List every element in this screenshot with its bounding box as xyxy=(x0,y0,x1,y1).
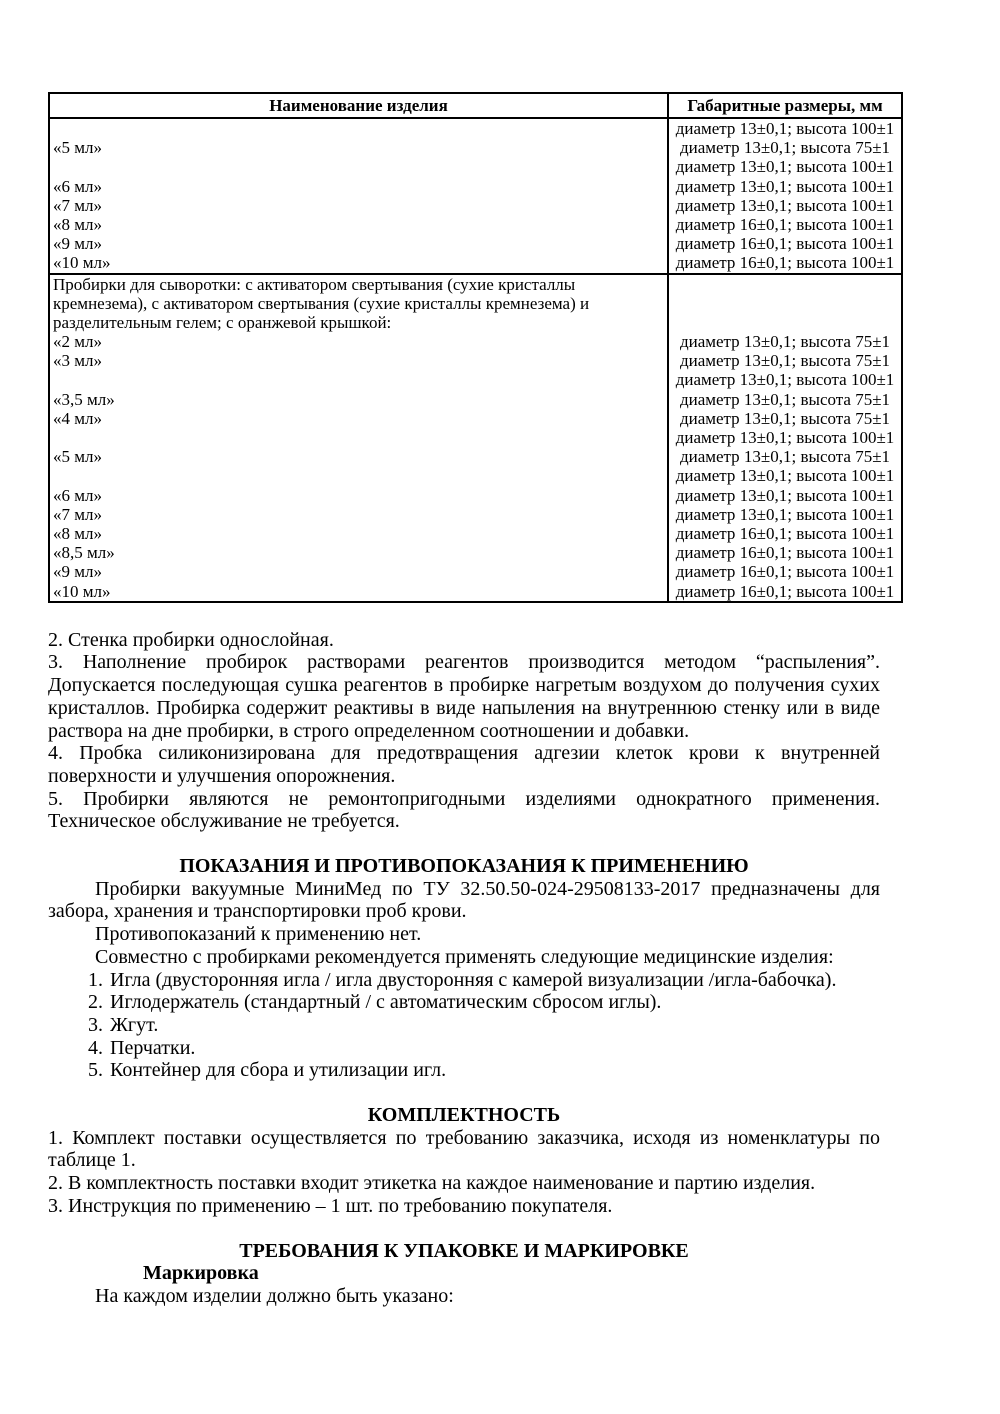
paragraph: Противопоказаний к применению нет. xyxy=(95,923,422,946)
table-header-row xyxy=(50,94,901,119)
product-name-line xyxy=(53,370,667,389)
product-name-line: «7 мл» xyxy=(53,195,102,215)
dimension-line: диаметр 16±0,1; высота 100±1 xyxy=(675,253,895,273)
list-item-text: Игла (двусторонняя игла / игла двусторонняя с камерой визуализации /игла-бабочка). xyxy=(110,968,837,991)
dimension-line: диаметр 16±0,1; высота 100±1 xyxy=(675,234,895,254)
dimension-line xyxy=(669,275,901,294)
dimension-line: диаметр 13±0,1; высота 100±1 xyxy=(675,466,895,486)
table-section-1 xyxy=(50,119,901,273)
product-name-line: разделительным гелем; с оранжевой крышкой: xyxy=(53,312,392,332)
document-content xyxy=(48,92,904,1308)
dimension-line xyxy=(669,294,901,313)
dimension-line: диаметр 13±0,1; высота 100±1 xyxy=(675,176,895,196)
product-name-line: «7 мл» xyxy=(53,504,102,524)
dimension-line: диаметр 16±0,1; высота 100±1 xyxy=(675,523,895,543)
list-item xyxy=(88,1059,880,1082)
list-item xyxy=(88,969,880,992)
dimension-line xyxy=(669,313,901,332)
product-name-line: «10 мл» xyxy=(53,253,111,273)
list-item-text: Перчатки. xyxy=(110,1036,196,1059)
paragraph: На каждом изделии должно быть указано: xyxy=(95,1284,454,1307)
list-item xyxy=(88,1014,880,1037)
table-section-2 xyxy=(50,273,901,601)
product-name-line xyxy=(53,428,667,447)
product-name-line: «8 мл» xyxy=(53,523,102,543)
dimension-line: диаметр 13±0,1; высота 100±1 xyxy=(675,504,895,524)
product-name-line: «2 мл» xyxy=(53,332,102,352)
paragraph: 4. Пробка силиконизирована для предотвращения адгезии клеток крови к внутренней поверхности и улучшения опорожнения. xyxy=(48,742,880,787)
dimension-line: диаметр 13±0,1; высота 100±1 xyxy=(675,370,895,390)
product-name-line xyxy=(53,466,667,485)
table-header-dimensions: Габаритные размеры, мм xyxy=(687,96,883,115)
dimension-line: диаметр 16±0,1; высота 100±1 xyxy=(675,581,895,601)
product-name-line: «4 мл» xyxy=(53,408,102,428)
product-dimensions-table xyxy=(48,92,903,603)
paragraph: 2. Стенка пробирки однослойная. xyxy=(48,628,334,651)
product-name-line: «10 мл» xyxy=(53,581,111,601)
paragraph: 3. Инструкция по применению – 1 шт. по требованию покупателя. xyxy=(48,1194,613,1217)
dimension-line: диаметр 13±0,1; высота 100±1 xyxy=(675,485,895,505)
product-name-line: «8,5 мл» xyxy=(53,543,115,563)
table-header-product-name: Наименование изделия xyxy=(50,94,669,117)
dimension-line: диаметр 16±0,1; высота 100±1 xyxy=(675,543,895,563)
list-item-number: 4. xyxy=(88,1036,103,1059)
paragraph: Совместно с пробирками рекомендуется применять следующие медицинские изделия: xyxy=(95,945,834,968)
section-heading: ПОКАЗАНИЯ И ПРОТИВОПОКАЗАНИЯ К ПРИМЕНЕНИЮ xyxy=(179,855,749,878)
product-name-line xyxy=(53,119,667,138)
paragraph: 5. Пробирки являются не ремонтопригодными изделиями однократного применения. Техническое обслуживание не требуется. xyxy=(48,787,880,833)
dimension-line: диаметр 13±0,1; высота 75±1 xyxy=(679,351,891,371)
dimension-line: диаметр 16±0,1; высота 100±1 xyxy=(675,562,895,582)
document-body xyxy=(48,629,880,1308)
list-item-number: 2. xyxy=(88,991,103,1014)
list-item-number: 5. xyxy=(88,1059,103,1082)
product-name-line: «8 мл» xyxy=(53,214,102,234)
paragraph: 3. Наполнение пробирок растворами реагентов производится методом “распыления”. Допускается последующая сушка реагентов в пробирке нагретым воздухом до получения сухих кристаллов. Пробирка содержит реактивы в виде напыления на внутреннюю стенку или в виде раствора на дне пробирки, в строго определенном соотношении и добавки. xyxy=(48,651,880,742)
product-name-line: «5 мл» xyxy=(53,138,102,158)
product-name-line: «3 мл» xyxy=(53,351,102,371)
table-cell-product-names xyxy=(50,275,669,601)
list-item-text: Контейнер для сбора и утилизации игл. xyxy=(110,1059,447,1082)
dimension-line: диаметр 13±0,1; высота 75±1 xyxy=(679,138,891,158)
list-item-number: 1. xyxy=(88,968,103,991)
dimension-line: диаметр 13±0,1; высота 75±1 xyxy=(679,408,891,428)
paragraph: 2. В комплектность поставки входит этикетка на каждое наименование и партию изделия. xyxy=(48,1172,816,1195)
product-name-line: «6 мл» xyxy=(53,176,102,196)
dimension-line: диаметр 13±0,1; высота 75±1 xyxy=(679,447,891,467)
product-name-line: «3,5 мл» xyxy=(53,389,115,409)
list-item-text: Иглодержатель (стандартный / с автоматическим сбросом иглы). xyxy=(110,991,662,1014)
list-item-text: Жгут. xyxy=(110,1013,159,1036)
product-name-line: «6 мл» xyxy=(53,485,102,505)
product-name-line: «9 мл» xyxy=(53,562,102,582)
paragraph: Пробирки вакуумные МиниМед по ТУ 32.50.50-024-29508133-2017 предназначены для забора, хранения и транспортировки проб крови. xyxy=(48,877,880,923)
product-name-line xyxy=(53,157,667,176)
dimension-line: диаметр 13±0,1; высота 75±1 xyxy=(679,332,891,352)
list-item xyxy=(88,1037,880,1060)
table-cell-product-names xyxy=(50,119,669,273)
dimension-line: диаметр 13±0,1; высота 100±1 xyxy=(675,428,895,447)
subsection-heading: Маркировка xyxy=(143,1262,259,1285)
product-name-line: Пробирки для сыворотки: с активатором свертывания (сухие кристаллы xyxy=(53,274,576,294)
list-item-number: 3. xyxy=(88,1013,103,1036)
table-cell-dimensions xyxy=(669,275,901,601)
product-name-line: «5 мл» xyxy=(53,447,102,467)
dimension-line: диаметр 13±0,1; высота 100±1 xyxy=(675,119,895,138)
list-item xyxy=(88,991,880,1014)
dimension-line: диаметр 16±0,1; высота 100±1 xyxy=(675,214,895,234)
product-name-line: кремнезема), с активатором свертывания (сухие кристаллы кремнезема) и xyxy=(53,293,590,313)
dimension-line: диаметр 13±0,1; высота 100±1 xyxy=(675,157,895,177)
product-name-line: «9 мл» xyxy=(53,234,102,254)
section-heading: КОМПЛЕКТНОСТЬ xyxy=(367,1104,561,1127)
dimension-line: диаметр 13±0,1; высота 75±1 xyxy=(679,389,891,409)
table-cell-dimensions xyxy=(669,119,901,273)
dimension-line: диаметр 13±0,1; высота 100±1 xyxy=(675,195,895,215)
section-heading: ТРЕБОВАНИЯ К УПАКОВКЕ И МАРКИРОВКЕ xyxy=(239,1239,689,1262)
paragraph: 1. Комплект поставки осуществляется по требованию заказчика, исходя из номенклатуры по таблице 1. xyxy=(48,1126,880,1172)
